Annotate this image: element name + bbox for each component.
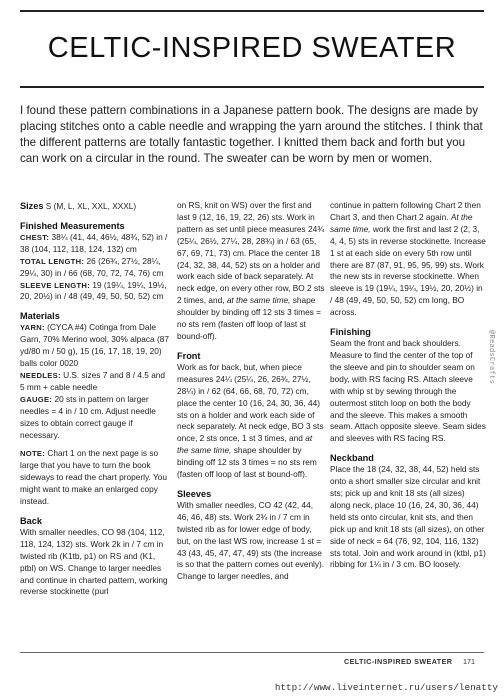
front-text-italic: at the same time, bbox=[177, 433, 313, 456]
needles-label: NEEDLES: bbox=[20, 370, 61, 380]
gauge-text: 20 sts in pattern on larger needles = 4 in / 10 cm. Adjust needle sizes to obtain correct gauge if necessary. bbox=[20, 393, 156, 440]
sleeve-label: SLEEVE LENGTH: bbox=[20, 280, 91, 290]
sleeves-continued-italic: At the same time, bbox=[330, 211, 473, 234]
page-title: CELTIC-INSPIRED SWEATER bbox=[47, 32, 457, 64]
sleeve-line bbox=[20, 280, 170, 304]
length-line bbox=[20, 256, 170, 280]
sleeves-continued-start: continue in pattern following Chart 2 then Chart 3, and then Chart 2 again. bbox=[330, 200, 481, 222]
sizes-text: S (M, L, XL, XXL, XXXL) bbox=[43, 201, 137, 211]
side-watermark: @ReadsCrafts bbox=[487, 330, 495, 385]
intro-paragraph: I found these pattern combinations in a Japanese pattern book. The designs are made by placing stitches onto a cable needle and wrapping the yarn around the stitches. I think that the different patterns are totally fantastic together. I knitted them back and forth but you can work on a circular in the round. The sweater can be worn by men or women. bbox=[20, 104, 483, 165]
finishing-heading: Finishing bbox=[330, 327, 371, 338]
footer-rule bbox=[20, 652, 484, 653]
yarn-line bbox=[20, 322, 170, 370]
back-heading: Back bbox=[20, 515, 42, 526]
neckband-heading: Neckband bbox=[330, 453, 374, 464]
yarn-label: YARN: bbox=[20, 323, 45, 333]
title-rule bbox=[20, 86, 484, 88]
note-line bbox=[20, 448, 170, 508]
finished-measurements-heading: Finished Measurements bbox=[20, 220, 125, 231]
front-text-end: shape shoulder by binding off 12 sts 3 times = no sts rem (fasten off loop of last st bound-off). bbox=[177, 445, 317, 480]
needles-line bbox=[20, 370, 170, 394]
chest-label: CHEST: bbox=[20, 232, 50, 242]
materials-heading: Materials bbox=[20, 311, 60, 322]
note-label: NOTE: bbox=[20, 449, 46, 459]
back-continued-end: shape shoulder by binding off 12 sts 3 times = no sts rem (fasten off loop of last st bound-off). bbox=[177, 295, 321, 341]
yarn-text: (CYCA #4) Cotinga from Dale Garn, 70% Merino wool, 30% alpaca (87 yd/80 m / 50 g), 15 (16, 17, 18, 19, 20) balls color 0020 bbox=[20, 322, 169, 369]
column-3 bbox=[330, 200, 486, 571]
chest-line bbox=[20, 232, 170, 256]
source-url-watermark: http://www.liveinternet.ru/users/lenatty bbox=[274, 682, 498, 693]
chest-text: 38¼ (41, 44, 46½, 48¾, 52) in / 38 (104, 112, 118, 124, 132) cm bbox=[20, 231, 168, 254]
sizes-line bbox=[20, 200, 170, 213]
length-label: TOTAL LENGTH: bbox=[20, 256, 85, 266]
footer-running-title: CELTIC-INSPIRED SWEATER bbox=[344, 657, 453, 666]
front-text bbox=[177, 362, 325, 481]
neckband-text: Place the 18 (24, 32, 38, 44, 52) held sts onto a short smaller size circular and knit sts; pick up and knit 18 sts (all sizes) along neck, place 10 (16, 24, 30, 36, 44) held sts onto circular, knit sts, and then pick up and knit 18 sts (all sizes), on other side of neck = 64 (76, 92, 104, 116, 132) sts total. Join and work around in (ktbl, p1) ribbing for 1¼ in / 3 cm. BO loosely. bbox=[330, 464, 486, 570]
sleeves-continued-text bbox=[330, 200, 486, 319]
gauge-label: GAUGE: bbox=[20, 394, 53, 404]
front-text-start: Work as for back, but, when piece measures 24¼ (25¼, 26, 26¾, 27½, 28¼) in / 62 (64, 66, 68, 70, 72) cm, place the center 10 (16, 24, 30, 36, 44) sts on a holder and work each side of neck separately. At neck edge, BO 3 sts once, 2 sts once, 1 st 3 times, and bbox=[177, 361, 324, 444]
column-2 bbox=[177, 200, 325, 583]
sleeves-continued-end: work the first and last 2 (2, 3, 4, 4, 5) sts in reverse stockinette. Increase 1 st at each side on every 5th row until there are 87 (87, 91, 95, 95, 99) sts. Work the new sts in reverse stockinette. When sleeve is 19 (19¼, 19¼, 19½, 20, 20½) in / 48 (49, 49, 50, 50, 52) cm long, BO across. bbox=[330, 223, 486, 318]
back-continued-italic: at the same time, bbox=[226, 295, 291, 306]
back-continued-text bbox=[177, 200, 325, 343]
sleeves-heading: Sleeves bbox=[177, 488, 212, 499]
back-continued-start: on RS, knit on WS) over the first and last 9 (12, 16, 19, 22, 26) sts. Work in pattern as set until piece measures 24¾ (25¼, 26½, 27¼, 28, 28¾) in / 63 (65, 67, 69, 71, 73) cm. Place the center 18 (24, 32, 38, 44, 52) sts on a holder and work each side of back separately. At neck edge, on every other row, BO 2 sts 2 times, and, bbox=[177, 200, 325, 306]
sleeve-text: 19 (19¼, 19¼, 19½, 20, 20½) in / 48 (49, 49, 50, 50, 52) cm bbox=[20, 279, 167, 302]
needles-text: U.S. sizes 7 and 8 / 4.5 and 5 mm + cable needle bbox=[20, 369, 166, 392]
front-heading: Front bbox=[177, 350, 201, 361]
gauge-line bbox=[20, 394, 170, 442]
sleeves-text: With smaller needles, CO 42 (42, 44, 46, 46, 48) sts. Work 2¾ in / 7 cm in twisted rib as for lower edge of body, but, on the last WS row, increase 1 st = 43 (43, 45, 47, 47, 49) sts (the increase is so that the pattern comes out evenly). Change to larger needles, and bbox=[177, 499, 325, 582]
length-text: 26 (26¾, 27½, 28¼, 29¼, 30) in / 66 (68, 70, 72, 74, 76) cm bbox=[20, 255, 164, 278]
column-1 bbox=[20, 200, 170, 598]
finishing-text: Seam the front and back shoulders. Measure to find the center of the top of the sleeve and pin to shoulder seam on body, with RS facing RS. Attach sleeve with whip st by sewing through the outermost stitch loop on both the body and the sleeve. This makes a smooth seam. Attach opposite sleeve. Seam sides and sleeves with RS facing RS. bbox=[330, 338, 486, 444]
page-number: 171 bbox=[463, 657, 475, 666]
top-rule bbox=[20, 10, 484, 12]
sizes-heading: Sizes bbox=[20, 201, 44, 211]
back-text: With smaller needles, CO 98 (104, 112, 118, 124, 132) sts. Work 2k in / 7 cm in twisted rib (K1tb, p1) on RS and (K1, ptbl) on WS. Change to larger needles and continue in charted pattern, working reverse stockinette (purl bbox=[20, 526, 168, 597]
note-text: Chart 1 on the next page is so large that you have to turn the book sideways to read the chart properly. You might want to make an enlarged copy instead. bbox=[20, 448, 167, 507]
